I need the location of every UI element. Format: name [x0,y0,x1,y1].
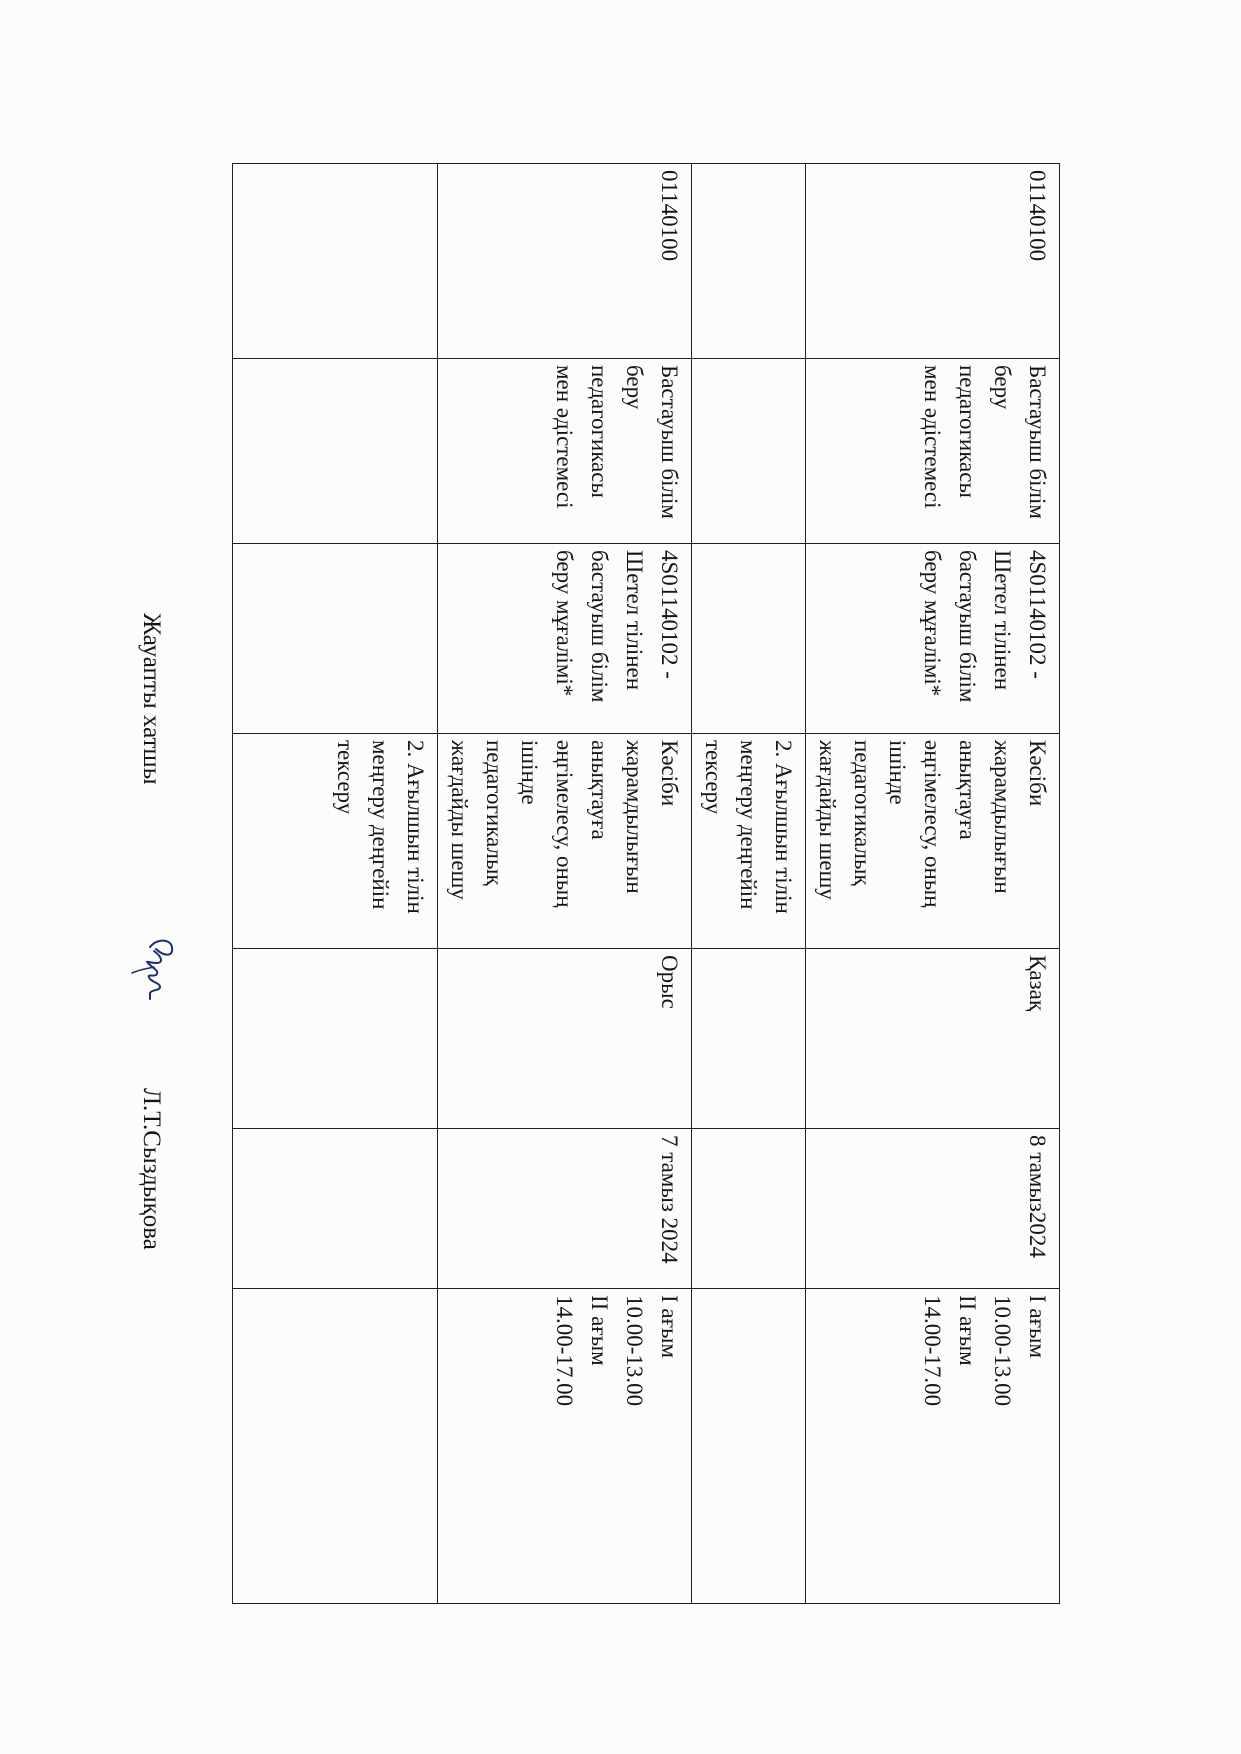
cell-exam [692,734,806,949]
cell-exam-line: жарамдылығын [990,740,1015,894]
cell-exam-line: тексеру [333,740,358,815]
cell-time-line: I ағым [657,1295,682,1359]
cell-program-line: 4S01140102 - [657,550,682,679]
cell-direction [806,359,1060,544]
cell-time [806,1289,1060,1604]
cell-specialty-code-text: 01140100 [657,170,682,262]
cell-exam [806,734,1060,949]
responsible-secretary-label: Жауапты хатшы [138,613,165,785]
cell-exam-line: жарамдылығын [622,740,647,894]
cell-specialty-code [806,164,1060,359]
cell-exam-line: жағдайды шешу [815,740,840,900]
cell-language [233,949,438,1129]
cell-direction-line: мен әдістемесі [552,365,577,509]
cell-language-text: Қазақ [1025,955,1050,1012]
cell-time-line: 10.00-13.00 [990,1295,1015,1407]
cell-exam-line: анықтауға [955,740,980,840]
cell-exam-line: Кәсіби [1025,740,1050,807]
table-row [806,164,1060,1604]
cell-time [233,1289,438,1604]
cell-exam-line: меңгеру деңгейін [736,740,761,910]
cell-direction-line: беру [990,365,1015,410]
cell-language [806,949,1060,1129]
cell-direction-line: Бастауыш білім [1025,365,1050,519]
cell-specialty-code [438,164,692,359]
cell-direction-line: педагогикасы [955,365,980,498]
cell-exam-line: әңгімелесу, оның [920,740,945,908]
cell-program-line: беру мұғалімі* [552,550,577,697]
cell-program [233,544,438,734]
cell-time-line: II ағым [955,1295,980,1366]
cell-program [692,544,806,734]
cell-direction-line: беру [622,365,647,410]
cell-exam-line: тексеру [701,740,726,815]
cell-exam-line: педагогикалық [850,740,875,886]
table-row [438,164,692,1604]
cell-date [692,1129,806,1289]
cell-exam-line: 2. Ағылшын тілін [771,740,796,914]
cell-direction [438,359,692,544]
cell-time [438,1289,692,1604]
cell-specialty-code [692,164,806,359]
cell-direction-line: мен әдістемесі [920,365,945,509]
table-row [233,164,438,1604]
cell-time [692,1289,806,1604]
cell-exam-line: жағдайды шешу [447,740,472,900]
cell-date [438,1129,692,1289]
cell-exam-line: ішінде [885,740,910,805]
schedule-table [232,163,1060,1604]
cell-exam [233,734,438,949]
cell-time-line: II ағым [587,1295,612,1366]
cell-date [233,1129,438,1289]
responsible-secretary-name: Л.Т.Сыздықова [138,1088,165,1250]
cell-exam-line: әңгімелесу, оның [552,740,577,908]
cell-exam-line: педагогикалық [482,740,507,886]
cell-program-line: бастауыш білім [955,550,980,703]
rotated-content [138,163,1060,1613]
cell-date-text: 7 тамыз 2024 [657,1135,682,1264]
cell-exam-line: анықтауға [587,740,612,840]
cell-exam-line: Кәсіби [657,740,682,807]
document-footer [120,163,180,1323]
cell-program [438,544,692,734]
cell-program-line: беру мұғалімі* [920,550,945,697]
cell-language [438,949,692,1129]
cell-date-text: 8 тамыз2024 [1025,1135,1050,1258]
handwritten-signature-icon [128,933,180,1003]
cell-direction [692,359,806,544]
cell-time-line: 14.00-17.00 [552,1295,577,1407]
cell-specialty-code [233,164,438,359]
cell-direction [233,359,438,544]
cell-exam-line: 2. Ағылшын тілін [403,740,428,914]
cell-direction-line: педагогикасы [587,365,612,498]
table-row [692,164,806,1604]
cell-time-line: I ағым [1025,1295,1050,1359]
cell-specialty-code-text: 01140100 [1025,170,1050,262]
cell-program-line: бастауыш білім [587,550,612,703]
cell-exam-line: ішінде [517,740,542,805]
cell-language [692,949,806,1129]
cell-exam [438,734,692,949]
cell-program-line: Шетел тілінен [990,550,1015,691]
cell-language-text: Орыс [657,955,682,1009]
cell-time-line: 10.00-13.00 [622,1295,647,1407]
cell-program [806,544,1060,734]
cell-program-line: Шетел тілінен [622,550,647,691]
cell-time-line: 14.00-17.00 [920,1295,945,1407]
cell-direction-line: Бастауыш білім [657,365,682,519]
cell-program-line: 4S01140102 - [1025,550,1050,679]
cell-exam-line: меңгеру деңгейін [368,740,393,910]
cell-date [806,1129,1060,1289]
